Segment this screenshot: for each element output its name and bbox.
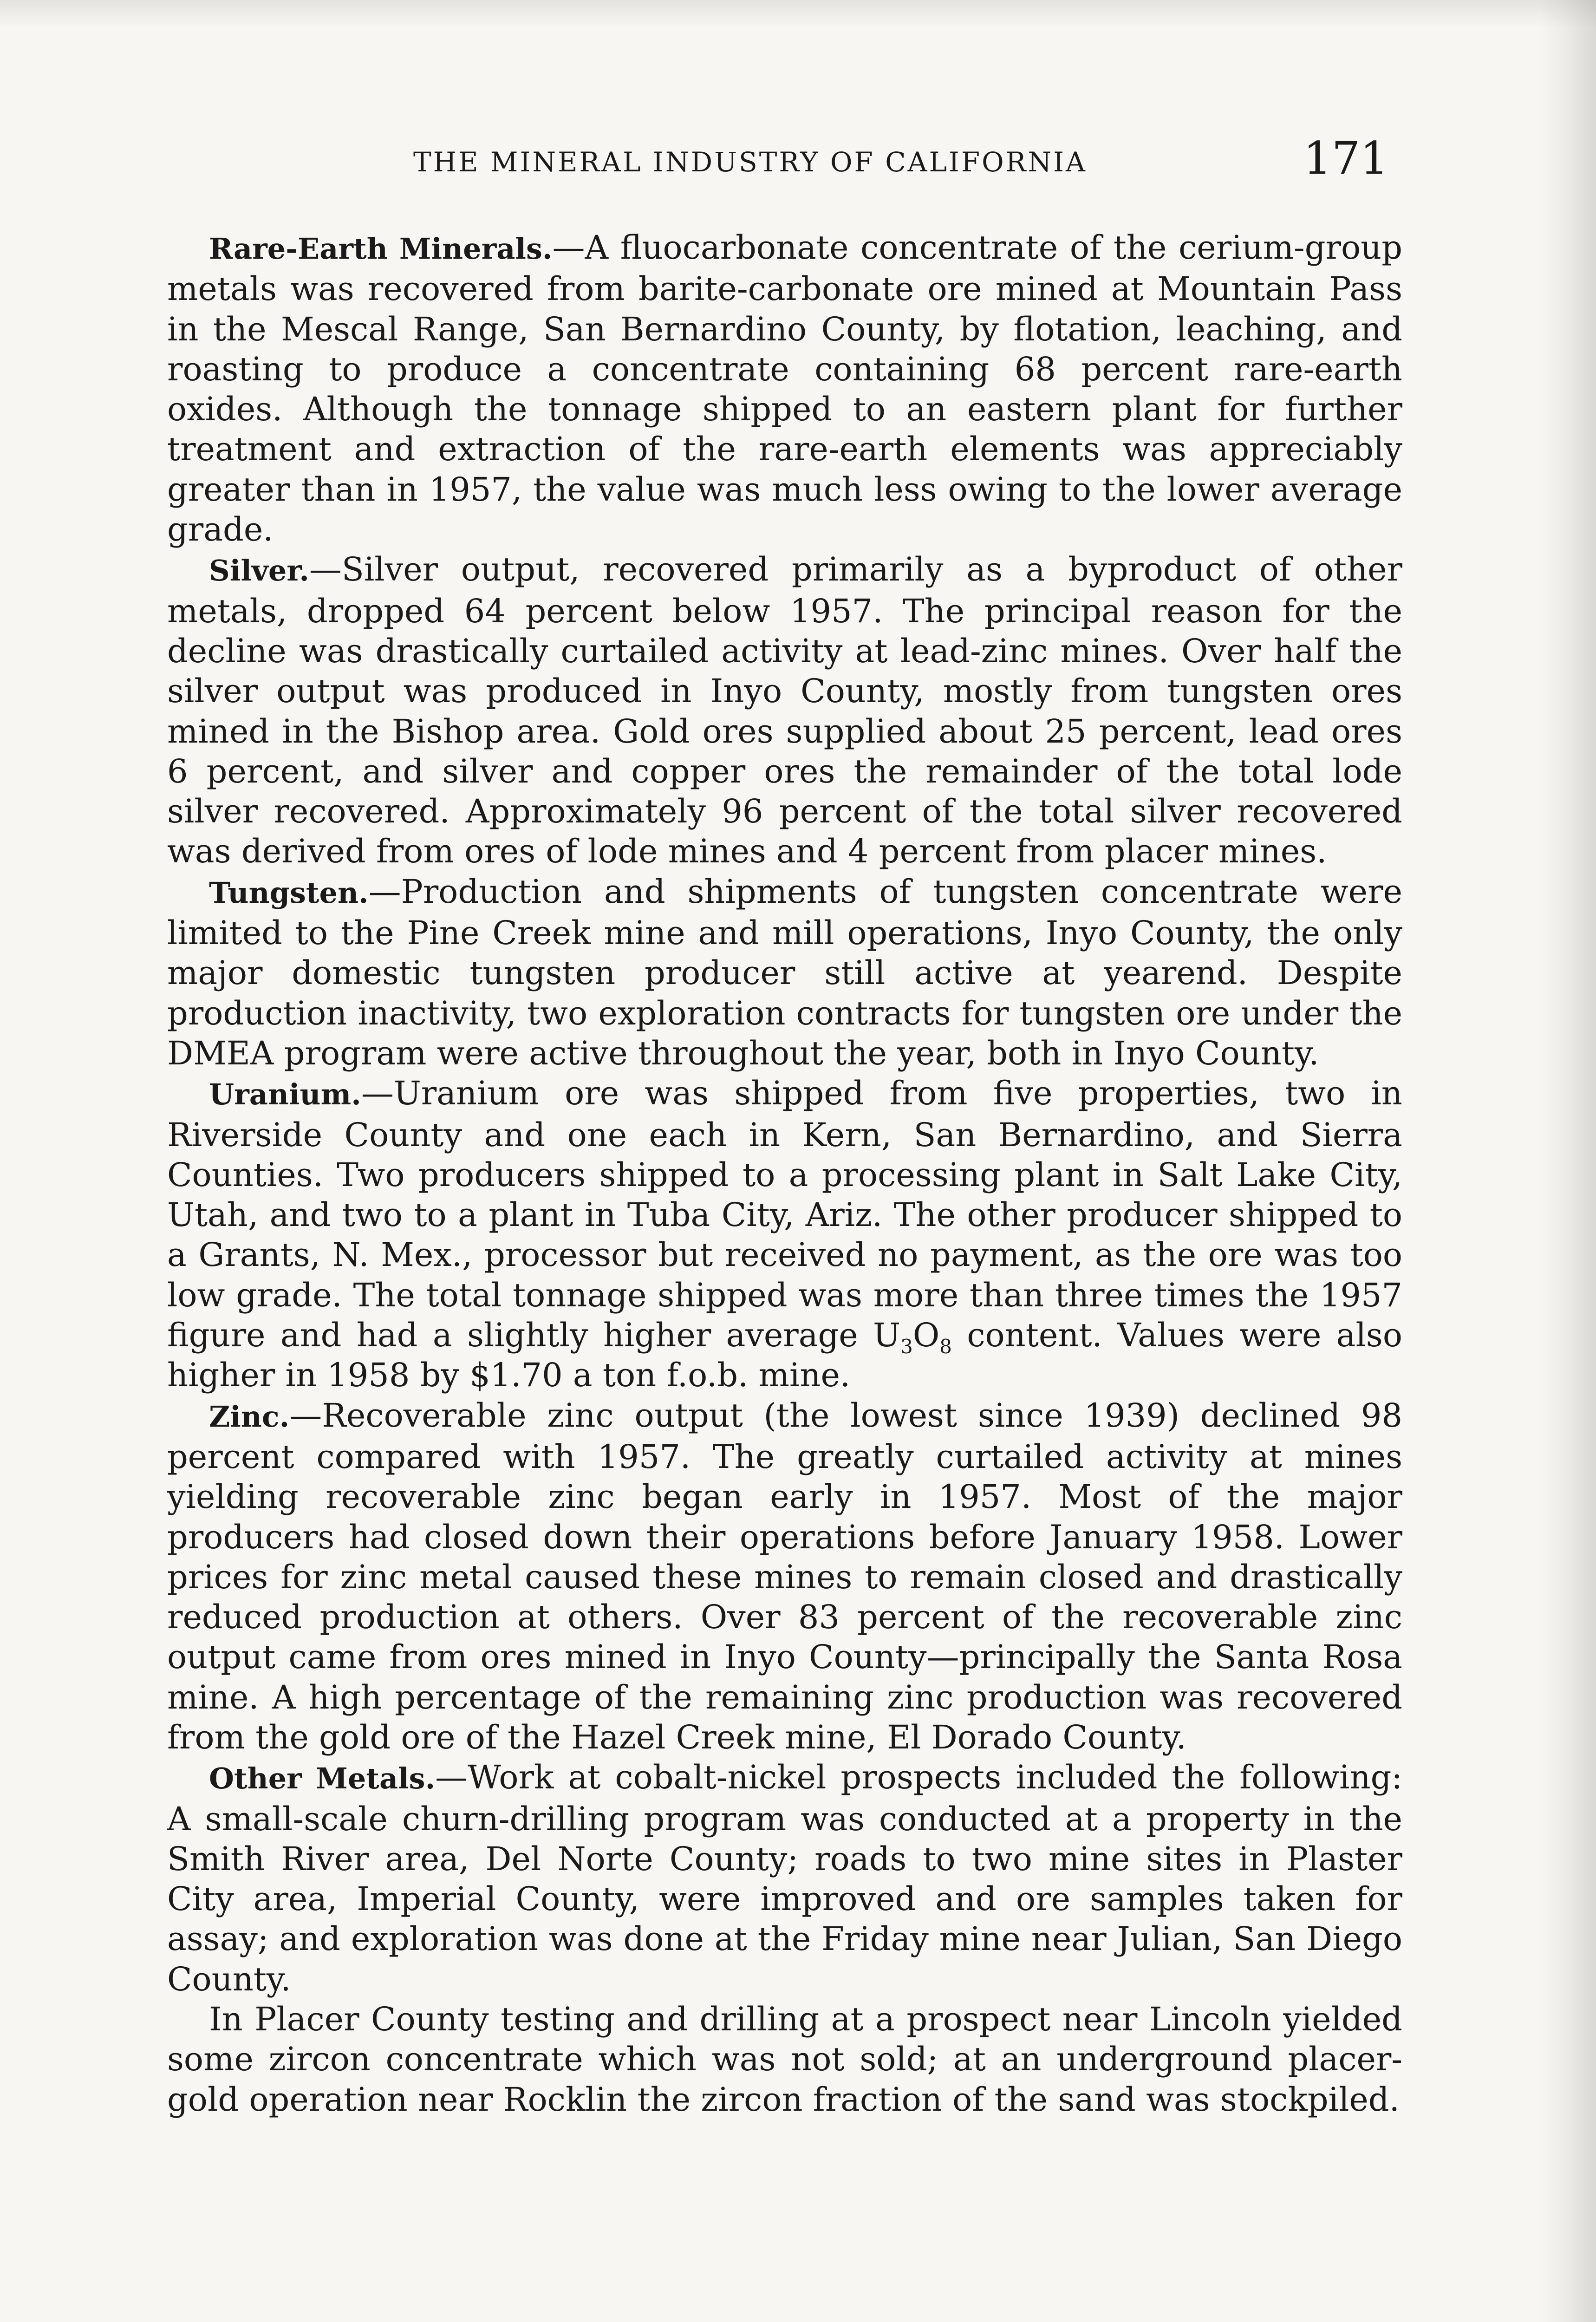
text-zinc: —Recoverable zinc output (the lowest since 1939) declined 98 percent compared with 1957. The greatly curtailed activity at mines yielding recoverable zinc began early in 1957. Most of the major producers had closed down their operations before January 1958. Lower prices for zinc metal caused these mines to remain closed and drastically reduced production at others. Over 83 percent of the recoverable zinc output came from ores mined in Inyo County—principally the Santa Rosa mine. A high percentage of the remaining zinc production was recovered from the gold ore of the Hazel Creek mine, El Dorado County.: [167, 1396, 1402, 1756]
page-header: [167, 132, 1402, 197]
paragraph-rare-earth-minerals: [167, 228, 1402, 549]
body-text: [167, 228, 1402, 2120]
running-title: THE MINERAL INDUSTRY OF CALIFORNIA: [413, 146, 1087, 178]
text-tungsten: —Production and shipments of tungsten concentrate were limited to the Pine Creek mine and mill operations, Inyo County, the only major domestic tungsten producer still active at yearend. Despite production inactivity, two exploration contracts for tungsten ore under the DMEA program were active throughout the year, both in Inyo County.: [167, 872, 1402, 1072]
text-uranium-part2: content. Values were also higher in 1958 by $1.70 a ton f.o.b. mine.: [167, 1316, 1402, 1395]
page-top-shadow: [0, 0, 1596, 28]
paragraph-silver: [167, 549, 1402, 871]
paragraph-placer-county: [167, 1999, 1402, 2120]
heading-other-metals: Other Metals.: [209, 1761, 436, 1796]
paragraph-zinc: [167, 1396, 1402, 1758]
letter-o: O: [912, 1316, 940, 1355]
heading-uranium: Uranium.: [209, 1077, 361, 1112]
heading-zinc: Zinc.: [209, 1399, 290, 1434]
paragraph-tungsten: [167, 872, 1402, 1073]
text-other-metals: —Work at cobalt-nickel prospects included the following: A small-scale churn-drilling program was conducted at a property in the Smith River area, Del Norte County; roads to two mine sites in Plaster City area, Imperial County, were improved and ore samples taken for assay; and exploration was done at the Friday mine near Julian, San Diego County.: [167, 1758, 1402, 1998]
heading-tungsten: Tungsten.: [209, 875, 369, 910]
paragraph-uranium: [167, 1073, 1402, 1395]
text-placer-county: In Placer County testing and drilling at a prospect near Lincoln yielded some zircon concentrate which was not sold; at an underground placer-gold operation near Rocklin the zircon fraction of the sand was stockpiled.: [167, 2000, 1402, 2119]
page-number: 171: [1303, 132, 1388, 184]
subscript-3: 3: [900, 1335, 913, 1358]
text-rare-earth-minerals: —A fluocarbonate concentrate of the cerium-group metals was recovered from barite-carbonate ore mined at Mountain Pass in the Mescal Range, San Bernardino County, by flotation, leaching, and roasting to produce a concentrate containing 68 percent rare-earth oxides. Although the tonnage shipped to an eastern plant for further treatment and extraction of the rare-earth elements was appreciably greater than in 1957, the value was much less owing to the lower average grade.: [167, 228, 1403, 549]
page-binding-shadow: [1540, 0, 1596, 2322]
heading-silver: Silver.: [209, 554, 309, 588]
subscript-8: 8: [939, 1335, 952, 1358]
heading-rare-earth-minerals: Rare-Earth Minerals.: [209, 232, 553, 266]
paragraph-other-metals: [167, 1757, 1402, 1999]
text-silver: —Silver output, recovered primarily as a byproduct of other metals, dropped 64 percent below 1957. The principal reason for the decline was drastically curtailed activity at lead-zinc mines. Over half the silver output was produced in Inyo County, mostly from tungsten ores mined in the Bishop area. Gold ores supplied about 25 percent, lead ores 6 percent, and silver and copper ores the remainder of the total lode silver recovered. Approximately 96 percent of the total silver recovered was derived from ores of lode mines and 4 percent from placer mines.: [167, 550, 1402, 871]
text-uranium-part1: —Uranium ore was shipped from five properties, two in Riverside County and one each in Kern, San Bernardino, and Sierra Counties. Two producers shipped to a processing plant in Salt Lake City, Utah, and two to a plant in Tuba City, Ariz. The other producer shipped to a Grants, N. Mex., processor but received no payment, as the ore was too low grade. The total tonnage shipped was more than three times the 1957 figure and had a slightly higher average U: [167, 1074, 1402, 1355]
